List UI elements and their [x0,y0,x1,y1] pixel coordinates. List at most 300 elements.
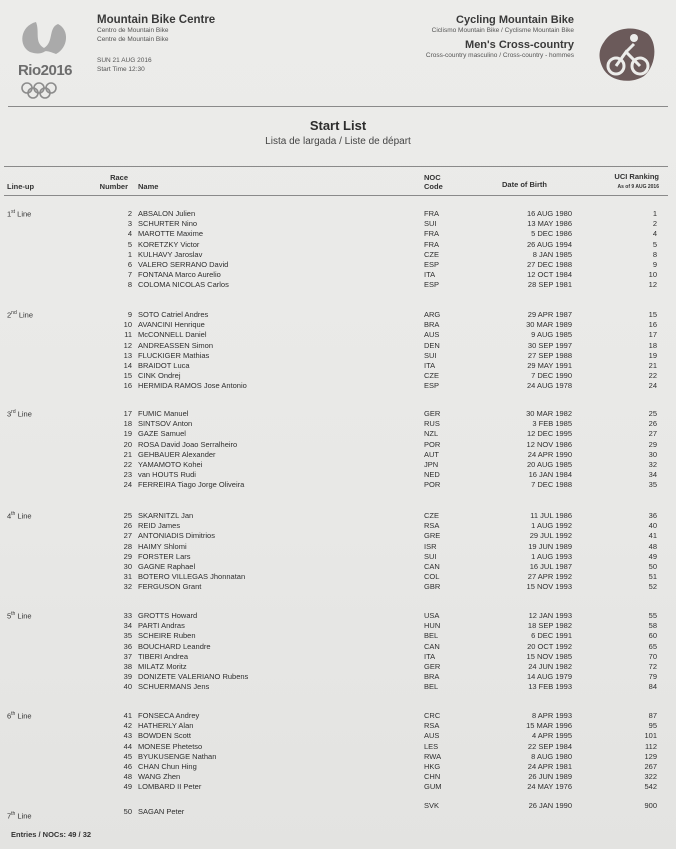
uci-ranking: 35 [648,480,657,490]
race-number: 5 [127,239,132,249]
race-number: 9 [127,310,132,319]
noc-code: CAN [424,641,440,651]
race-number: 12 [123,340,132,350]
lineup-label: 2nd Line [7,310,33,320]
noc-code: ESP [424,260,440,269]
date-of-birth: 29 MAY 1991 [527,361,572,370]
table-row [0,772,676,782]
noc-code: ARG [424,310,441,319]
race-number: 4 [127,229,132,239]
rider-name: YAMAMOTO Kohei [138,460,203,469]
race-number: 18 [123,419,132,429]
date-of-birth: 12 OCT 1984 [527,270,572,280]
noc-code: GUM [424,782,442,792]
uci-ranking: 542 [644,782,657,792]
date-of-birth: 8 JAN 1985 [532,249,572,259]
rio2016-emblem-icon [10,12,80,100]
uci-ranking: 112 [645,741,657,751]
date-of-birth: 7 DEC 1990 [531,371,572,381]
date-of-birth: 1 AUG 1992 [531,521,572,531]
table-row [0,320,676,330]
rider-name: FUMIC Manuel [138,409,189,418]
rider-name: VALERO SERRANO David [138,260,229,269]
noc-code: POR [424,480,441,490]
uci-ranking: 24 [648,381,657,391]
event-date: SUN 21 AUG 2016 [97,57,152,64]
rider-name: FERGUSON Grant [138,582,202,592]
uci-ranking: 900 [644,801,657,810]
rider-name: FONSECA Andrey [138,711,200,720]
lineup-label: 3rd Line [7,409,32,419]
uci-ranking: 30 [648,449,657,459]
rider-name: CHAN Chun Hing [138,762,197,771]
race-number: 2 [127,209,132,218]
noc-code: CZE [424,371,439,381]
table-row [0,801,676,817]
uci-ranking: 34 [648,470,657,480]
uci-ranking: 12 [648,280,657,290]
noc-code: FRA [424,209,439,218]
venue-name: Mountain Bike Centre [97,14,216,26]
uci-ranking: 40 [648,521,657,531]
col-name: Name [138,182,159,191]
uci-ranking: 18 [648,340,657,350]
rider-name: FONTANA Marco Aurelio [138,270,221,280]
rider-name: SCHUERMANS Jens [138,682,210,692]
event-name-translations: Cross-country masculino / Cross-country - hommes [425,52,574,59]
date-of-birth: 18 SEP 1982 [527,621,572,631]
noc-code: RSA [424,521,440,531]
date-of-birth: 19 JUN 1989 [528,541,572,551]
noc-code: GRE [424,531,441,541]
table-row [0,429,676,439]
race-number: 13 [123,350,132,360]
date-of-birth: 4 APR 1995 [531,731,572,741]
noc-code: GER [424,662,441,671]
date-of-birth: 16 JUL 1987 [529,562,572,571]
race-number: 14 [123,361,132,370]
lineup-label: 6th Line [7,711,32,721]
race-number: 6 [127,260,132,269]
noc-code: NED [424,470,440,480]
date-of-birth: 28 SEP 1981 [527,280,572,290]
date-of-birth: 30 MAR 1982 [526,409,572,418]
rider-name: MONESE Phetetso [138,741,203,751]
race-number: 11 [124,330,132,340]
rider-name: TIBERI Andrea [138,651,189,661]
noc-code: GBR [424,582,441,592]
race-number: 16 [123,381,132,391]
date-of-birth: 7 DEC 1988 [531,480,572,490]
noc-code: COL [424,572,440,582]
table-row [0,642,676,652]
date-of-birth: 24 APR 1981 [527,762,572,771]
table-row [0,310,676,320]
start-time: Start Time 12:30 [97,66,145,73]
table-row [0,240,676,250]
rider-name: HAIMY Shlomi [138,541,187,551]
race-number: 35 [123,631,132,641]
rider-name: PARTI Andras [138,621,185,631]
table-row [0,351,676,361]
noc-code: BEL [424,682,439,692]
date-of-birth: 22 SEP 1984 [527,741,572,751]
document-subtitle: Lista de largada / Liste de départ [265,136,411,147]
noc-code: CZE [424,511,439,520]
date-of-birth: 27 APR 1992 [527,572,572,582]
noc-code: SUI [424,219,437,229]
race-number: 19 [123,429,132,439]
race-number: 45 [123,751,132,761]
noc-code: RUS [424,419,440,429]
race-number: 1 [127,249,132,259]
date-of-birth: 20 AUG 1985 [526,460,572,469]
rider-name: ANDREASSEN Simon [138,340,214,350]
venue-name-fr: Centre de Mountain Bike [97,36,169,43]
date-of-birth: 20 OCT 1992 [527,641,572,651]
table-row [0,611,676,621]
noc-code: SVK [424,801,440,810]
date-of-birth: 1 AUG 1993 [531,551,572,561]
rider-name: REID James [138,521,181,531]
uci-ranking: 26 [648,419,657,429]
uci-ranking: 22 [648,371,657,381]
date-of-birth: 30 SEP 1997 [527,340,572,350]
rider-name: SKARNITZL Jan [138,511,194,520]
uci-ranking: 51 [648,572,657,582]
rider-name: BOTERO VILLEGAS Jhonnatan [138,572,246,582]
date-of-birth: 11 JUL 1986 [530,511,572,520]
race-number: 32 [123,582,132,592]
race-number: 44 [123,741,132,751]
date-of-birth: 27 DEC 1988 [526,260,572,269]
uci-ranking: 27 [648,429,657,439]
uci-ranking: 55 [648,611,657,620]
race-number: 50 [123,807,132,816]
uci-ranking: 52 [648,582,657,592]
noc-code: BEL [424,631,439,641]
race-number: 41 [123,711,132,720]
lineup-label: 1st Line [7,209,32,219]
race-number: 24 [123,480,132,490]
table-row [0,582,676,592]
date-of-birth: 9 AUG 1985 [531,330,572,340]
col-lineup: Line-up [7,182,35,191]
date-of-birth: 29 APR 1987 [527,310,572,319]
rider-name: ROSA David Joao Serralheiro [138,439,238,449]
table-row [0,341,676,351]
col-uci: UCI Ranking [614,172,659,181]
rider-name: FORSTER Lars [138,551,191,561]
race-number: 38 [123,662,132,671]
race-number: 43 [123,731,132,741]
table-row [0,552,676,562]
rider-name: KULHAVY Jaroslav [138,249,203,259]
table-row [0,330,676,340]
venue-name-pt: Centro de Mountain Bike [97,27,169,34]
rider-name: McCONNELL Daniel [138,330,207,340]
table-row [0,361,676,371]
lineup-label: 7th Line [7,811,32,821]
rio2016-logo [10,12,80,100]
rider-name: SCHEIRE Ruben [138,631,196,641]
table-row [0,682,676,692]
rider-name: SCHURTER Nino [138,219,198,229]
uci-ranking: 41 [648,531,657,541]
table-row [0,531,676,541]
race-number: 23 [123,470,132,480]
logo-wordmark: Rio2016 [17,62,73,79]
race-number: 37 [123,651,132,661]
noc-code: CZE [424,249,439,259]
header-divider [8,106,668,107]
rider-name: GAGNE Raphael [138,562,196,571]
rider-name: HATHERLY Alan [138,721,194,731]
date-of-birth: 12 DEC 1995 [526,429,572,439]
table-row [0,652,676,662]
col-uci-asof: As of 9 AUG 2016 [617,184,659,190]
date-of-birth: 29 JUL 1992 [529,531,572,541]
rider-name: BOUCHARD Leandre [138,641,211,651]
race-number: 15 [123,371,132,381]
uci-ranking: 87 [648,711,657,720]
noc-code: SUI [424,350,437,360]
noc-code: DEN [424,340,440,350]
table-row [0,260,676,270]
uci-ranking: 79 [648,672,657,682]
rider-name: GEHBAUER Alexander [138,449,216,459]
rider-name: SINTSOV Anton [138,419,193,429]
race-number: 40 [123,682,132,692]
date-of-birth: 26 AUG 1994 [526,239,572,249]
uci-ranking: 25 [648,409,657,418]
table-row [0,521,676,531]
uci-ranking: 58 [648,621,657,631]
table-row [0,542,676,552]
rider-name: LOMBARD II Peter [138,782,202,792]
col-noc: NOC [424,173,441,182]
uci-ranking: 4 [652,229,657,239]
uci-ranking: 32 [648,460,657,469]
uci-ranking: 65 [648,641,657,651]
uci-ranking: 17 [648,330,657,340]
date-of-birth: 6 DEC 1991 [531,631,572,641]
table-row [0,270,676,280]
date-of-birth: 26 JUN 1989 [528,772,572,782]
rider-name: BOWDEN Scott [138,731,191,741]
table-row [0,480,676,490]
uci-ranking: 29 [648,439,657,449]
uci-ranking: 95 [648,721,657,731]
table-row [0,209,676,219]
date-of-birth: 15 MAR 1996 [526,721,572,731]
table-row [0,460,676,470]
noc-code: NZL [424,429,439,439]
sport-name: Cycling Mountain Bike [456,14,574,26]
table-header-rule [4,195,668,196]
uci-ranking: 267 [644,762,657,771]
rider-name: WANG Zhen [138,772,181,782]
lineup-label: 4th Line [7,511,32,521]
event-name: Men's Cross-country [465,39,574,51]
col-dob: Date of Birth [502,180,547,189]
race-number: 28 [123,541,132,551]
noc-code: GER [424,409,441,418]
table-row [0,721,676,731]
rider-name: CINK Ondrej [138,371,181,381]
date-of-birth: 8 AUG 1980 [531,751,572,761]
noc-code: POR [424,439,441,449]
noc-code: RSA [424,721,440,731]
table-row [0,440,676,450]
uci-ranking: 101 [644,731,657,741]
table-row [0,419,676,429]
table-row [0,450,676,460]
rider-name: SAGAN Peter [138,807,185,816]
race-number: 49 [123,782,132,792]
noc-code: USA [424,611,440,620]
rider-name: MAROTTE Maxime [138,229,204,239]
uci-ranking: 16 [648,320,657,330]
race-number: 48 [123,772,132,782]
noc-code: BRA [424,672,440,682]
date-of-birth: 12 NOV 1986 [526,439,572,449]
uci-ranking: 50 [648,562,657,571]
race-number: 20 [123,439,132,449]
uci-ranking: 48 [648,541,657,551]
date-of-birth: 15 NOV 1985 [526,651,572,661]
table-row [0,219,676,229]
col-race: Race [110,173,128,182]
col-code: Code [424,182,443,191]
race-number: 8 [127,280,132,290]
uci-ranking: 2 [652,219,657,229]
table-row [0,381,676,391]
date-of-birth: 24 JUN 1982 [528,662,572,671]
noc-code: ITA [424,651,436,661]
cyclist-pictogram-icon [594,22,658,86]
venue-block [97,14,215,74]
date-of-birth: 13 FEB 1993 [528,682,572,692]
table-row [0,762,676,772]
uci-ranking: 322 [644,772,657,782]
col-number: Number [99,182,128,191]
uci-ranking: 8 [652,249,657,259]
table-row [0,572,676,582]
uci-ranking: 19 [648,350,657,360]
noc-code: CAN [424,562,440,571]
rider-name: AVANCINI Henrique [138,320,205,330]
table-row [0,662,676,672]
date-of-birth: 5 DEC 1986 [531,229,572,239]
noc-code: ESP [424,381,440,391]
entries-summary: Entries / NOCs: 49 / 32 [11,830,92,839]
table-row [0,280,676,290]
table-row [0,631,676,641]
rider-name: BYUKUSENGE Nathan [138,751,217,761]
race-number: 26 [123,521,132,531]
noc-code: BRA [424,320,440,330]
table-row [0,731,676,741]
table-row [0,742,676,752]
noc-code: HUN [424,621,441,631]
noc-code: LES [424,741,439,751]
race-number: 25 [123,511,132,520]
date-of-birth: 14 AUG 1979 [526,672,572,682]
table-row [0,229,676,239]
rider-name: HERMIDA RAMOS Jose Antonio [138,381,247,391]
noc-code: ITA [424,270,436,280]
rider-name: COLOMA NICOLAS Carlos [138,280,229,290]
date-of-birth: 3 FEB 1985 [532,419,572,429]
rider-name: GAZE Samuel [138,429,186,439]
uci-ranking: 60 [648,631,657,641]
date-of-birth: 12 JAN 1993 [528,611,572,620]
rider-name: KORETZKY Victor [138,239,200,249]
noc-code: RWA [424,751,442,761]
uci-ranking: 72 [648,662,657,671]
noc-code: HKG [424,762,441,771]
table-row [0,672,676,682]
race-number: 30 [123,562,132,571]
date-of-birth: 30 MAR 1989 [526,320,572,330]
noc-code: SUI [424,551,437,561]
date-of-birth: 15 NOV 1993 [526,582,572,592]
race-number: 17 [123,409,132,418]
uci-ranking: 10 [648,270,657,280]
date-of-birth: 13 MAY 1986 [527,219,572,229]
noc-code: ISR [424,541,437,551]
uci-ranking: 84 [648,682,657,692]
table-row [0,409,676,419]
rider-name: BRAIDOT Luca [138,361,190,370]
rider-name: van HOUTS Rudi [138,470,196,480]
noc-code: ITA [424,361,436,370]
race-number: 33 [123,611,132,620]
lineup-label: 5th Line [7,611,32,621]
rider-name: ANTONIADIS Dimitrios [138,531,215,541]
table-row [0,782,676,792]
race-number: 29 [123,551,132,561]
table-row [0,752,676,762]
uci-ranking: 9 [652,260,657,269]
document-title: Start List [309,118,367,133]
race-number: 27 [123,531,132,541]
uci-ranking: 129 [644,751,657,761]
uci-ranking: 1 [652,209,657,218]
uci-ranking: 21 [648,361,657,370]
date-of-birth: 24 APR 1990 [527,449,572,459]
uci-ranking: 70 [648,651,657,661]
date-of-birth: 16 JAN 1984 [528,470,572,480]
noc-code: CHN [424,772,441,782]
noc-code: FRA [424,229,439,239]
race-number: 10 [123,320,132,330]
race-number: 31 [123,572,132,582]
date-of-birth: 24 AUG 1978 [526,381,572,391]
race-number: 3 [127,219,132,229]
uci-ranking: 36 [648,511,657,520]
table-row [0,711,676,721]
race-number: 36 [123,641,132,651]
table-row [0,470,676,480]
date-of-birth: 16 AUG 1980 [526,209,572,218]
rider-name: MILATZ Moritz [138,662,187,671]
event-block [426,14,574,60]
race-number: 22 [123,460,132,469]
date-of-birth: 27 SEP 1988 [527,350,572,360]
uci-ranking: 5 [652,239,657,249]
